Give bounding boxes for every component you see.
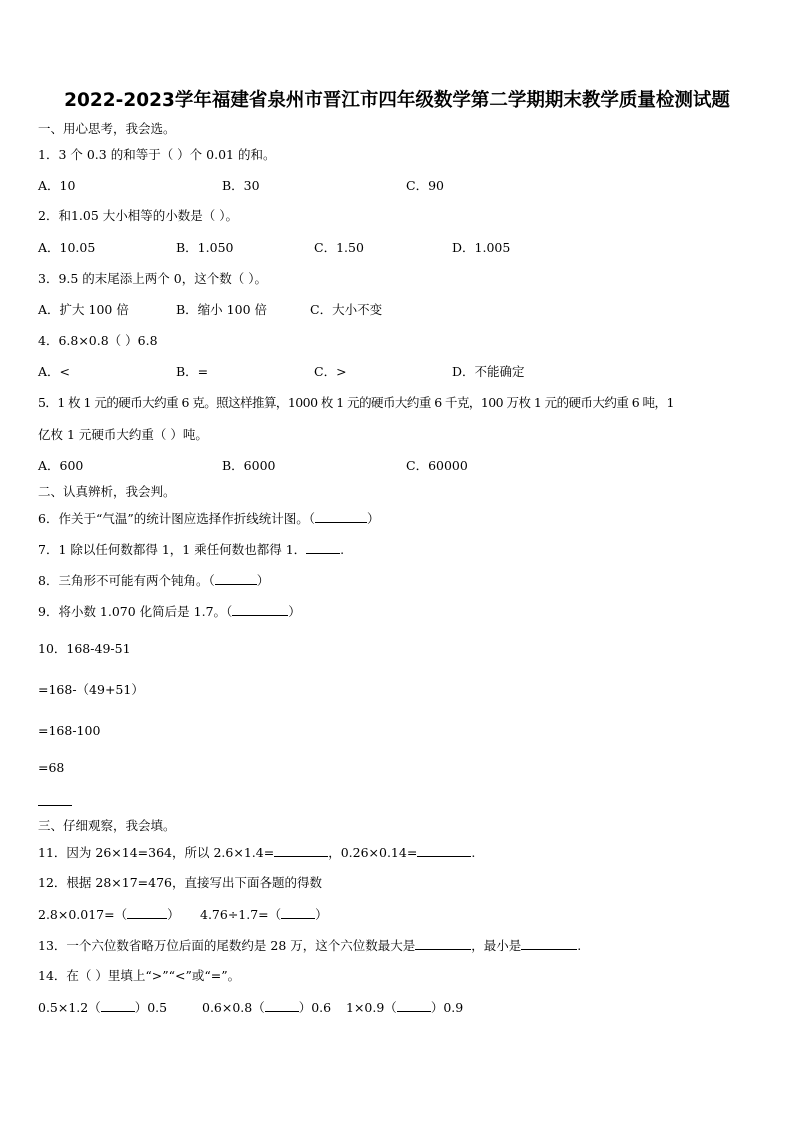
q9-text: 9．将小数 1.070 化简后是 1.7。（	[38, 604, 233, 619]
q13-blank-2[interactable]	[521, 937, 577, 950]
q14-c-text: 1×0.9（	[346, 1000, 397, 1015]
question-10-line-1: 10．168-49-51	[38, 641, 131, 656]
q2-option-d: D．1.005	[452, 240, 511, 255]
q14-b-blank[interactable]	[265, 999, 299, 1012]
q14-a-end: ）0.5	[134, 1000, 168, 1015]
question-5-line-1: 5．1 枚 1 元的硬币大约重 6 克。照这样推算，1000 枚 1 元的硬币大约重 6 千克，100 万枚 1 元的硬币大约重 6 吨，1	[38, 395, 674, 410]
q11-text: 11．因为 26×14=364，所以 2.6×1.4=	[38, 845, 275, 860]
q3-option-c: C．大小不变	[310, 302, 383, 317]
q14-part-c	[346, 999, 463, 1016]
question-3: 3．9.5 的末尾添上两个 0，这个数（ ）。	[38, 271, 267, 286]
q2-option-b: B．1.050	[176, 240, 234, 255]
q12-part-a	[38, 906, 180, 923]
q13-end: .	[577, 938, 582, 953]
q12-part-b	[200, 906, 328, 923]
q8-answer-blank[interactable]	[215, 572, 257, 585]
q13-text: 13．一个六位数省略万位后面的尾数约是 28 万，这个六位数最大是	[38, 938, 416, 953]
question-10-line-4: =68	[38, 760, 65, 775]
q4-option-d: D．不能确定	[452, 364, 525, 379]
q2-option-a: A．10.05	[38, 240, 96, 255]
q4-option-c: C．>	[314, 364, 347, 379]
q12-a-blank[interactable]	[127, 906, 167, 919]
q7-answer-blank[interactable]	[306, 541, 340, 554]
q13-mid: ，最小是	[471, 938, 522, 953]
q12-b-blank[interactable]	[281, 906, 315, 919]
question-4: 4．6.8×0.8（ ）6.8	[38, 333, 158, 348]
q5-option-c: C．60000	[406, 458, 468, 473]
q14-c-end: ）0.9	[430, 1000, 464, 1015]
q2-option-c: C．1.50	[314, 240, 364, 255]
q12-a-text: 2.8×0.017=（	[38, 907, 128, 922]
q5-option-b: B．6000	[222, 458, 276, 473]
q14-a-blank[interactable]	[101, 999, 135, 1012]
q7-end: .	[340, 542, 345, 557]
question-9	[38, 603, 301, 620]
q6-text: 6．作关于“气温”的统计图应选择作折线统计图。（	[38, 511, 315, 526]
q8-close: ）	[256, 573, 270, 588]
q14-b-text: 0.6×0.8（	[202, 1000, 265, 1015]
q11-blank-1[interactable]	[274, 844, 328, 857]
q11-blank-2[interactable]	[417, 844, 471, 857]
question-10-line-2: =168-（49+51）	[38, 682, 144, 697]
question-5-line-2: 亿枚 1 元硬币大约重（ ）吨。	[38, 427, 208, 442]
q4-option-a: A．<	[38, 364, 71, 379]
question-10-line-3: =168-100	[38, 723, 101, 738]
q6-answer-blank[interactable]	[315, 510, 367, 523]
section-3-heading: 三、仔细观察，我会填。	[38, 818, 176, 833]
q1-option-b: B．30	[222, 178, 260, 193]
page-title: 2022-2023学年福建省泉州市晋江市四年级数学第二学期期末教学质量检测试题	[64, 90, 730, 111]
q11-end: .	[471, 845, 476, 860]
question-11	[38, 844, 475, 861]
q3-option-b: B．缩小 100 倍	[176, 302, 267, 317]
q14-c-blank[interactable]	[397, 999, 431, 1012]
question-6	[38, 510, 380, 527]
q14-a-text: 0.5×1.2（	[38, 1000, 101, 1015]
q11-mid: ，0.26×0.14=	[328, 845, 418, 860]
q1-option-a: A．10	[38, 178, 76, 193]
q14-part-a	[38, 999, 167, 1016]
q9-close: ）	[288, 604, 301, 619]
question-7	[38, 541, 344, 558]
q14-b-end: ）0.6	[298, 1000, 332, 1015]
q7-text: 7．1 除以任何数都得 1，1 乘任何数也都得 1．	[38, 542, 307, 557]
q13-blank-1[interactable]	[415, 937, 471, 950]
q1-option-c: C．90	[406, 178, 444, 193]
q4-option-b: B．=	[176, 364, 209, 379]
question-12: 12．根据 28×17=476，直接写出下面各题的得数	[38, 875, 322, 890]
question-14: 14．在（ ）里填上“>”“<”或“=”。	[38, 968, 241, 983]
q6-close: ）	[367, 511, 380, 526]
question-2: 2．和1.05 大小相等的小数是（ ）。	[38, 208, 238, 223]
question-8	[38, 572, 269, 589]
question-1: 1．3 个 0.3 的和等于（ ）个 0.01 的和。	[38, 147, 276, 162]
section-1-heading: 一、用心思考，我会选。	[38, 121, 176, 136]
section-2-heading: 二、认真辨析，我会判。	[38, 484, 176, 499]
q12-b-close: ）	[315, 907, 328, 922]
q8-text: 8．三角形不可能有两个钝角。（	[38, 573, 215, 588]
q12-a-close: ）	[167, 907, 180, 922]
q5-option-a: A．600	[38, 458, 84, 473]
q3-option-a: A．扩大 100 倍	[38, 302, 129, 317]
q12-b-text: 4.76÷1.7=（	[200, 907, 282, 922]
question-13	[38, 937, 581, 954]
q14-part-b	[202, 999, 331, 1016]
q10-answer-blank[interactable]	[38, 805, 72, 806]
q9-answer-blank[interactable]	[232, 603, 288, 616]
